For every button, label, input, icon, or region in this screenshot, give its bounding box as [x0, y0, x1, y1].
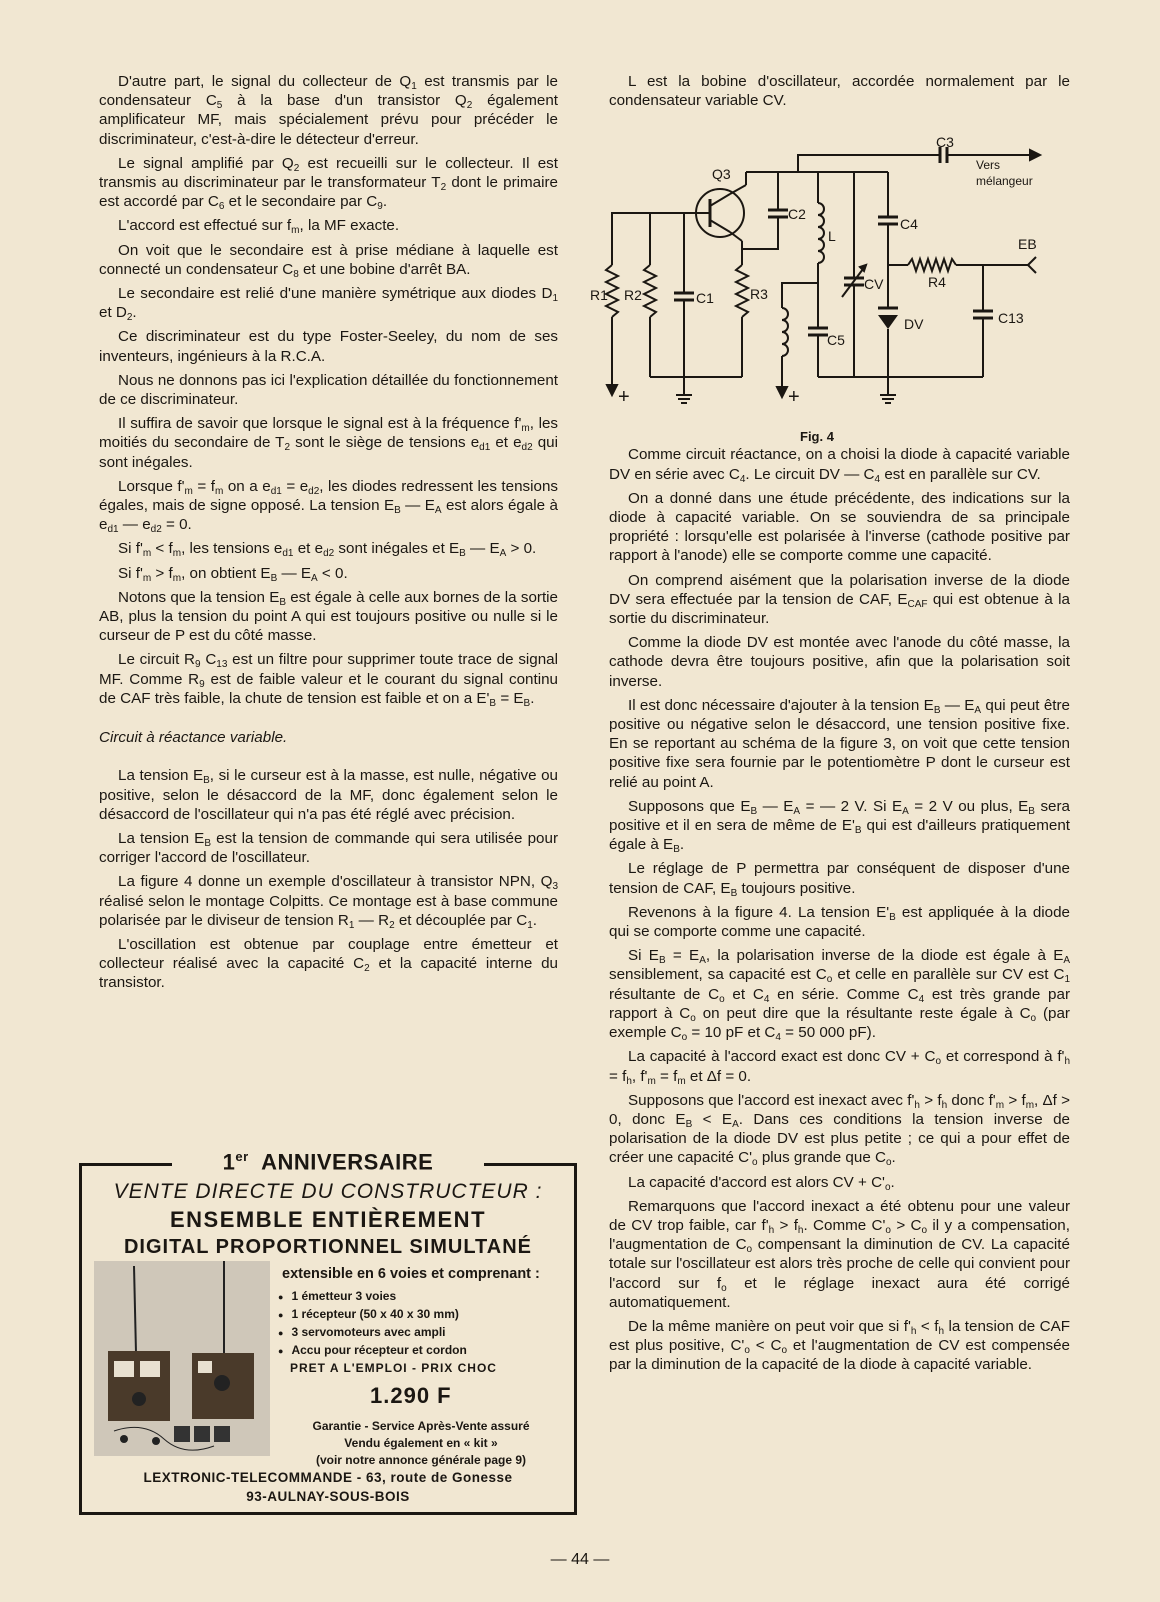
ad-vendu: Vendu également en « kit » — [344, 1436, 498, 1450]
paragraph: La capacité d'accord est alors CV + $C'_o$. — [628, 1173, 895, 1193]
label-c1: C1 — [696, 290, 714, 306]
paragraph: Remarquons que l'accord inexact a été obtenu pour une valeur de CV trop faible, car $f'_h > f_h$. Comme $C'_o > C_o$ il y a compensation, l'augmentation de $C_o$ compensant la diminution de CV. La capacité totale sur l'oscillateur est alors très proche de celle qui convient pour l'accord sur $f_o$ et le réglage inexact aura été corrigé automatiquement. — [609, 1197, 1070, 1311]
ad-line2: VENTE DIRECTE DU CONSTRUCTEUR : — [113, 1180, 543, 1203]
figure-4-schematic — [590, 133, 1078, 463]
left-column — [99, 72, 558, 998]
label-vers: Vers — [976, 158, 1001, 172]
paragraph: Nous ne donnons pas ici l'explication détaillée du fonctionnement de ce discriminateur. — [99, 371, 558, 409]
paragraph: La tension $E_B$, si le curseur est à la masse, est nulle, négative ou positive, selon le désaccord de la MF, donc également selon le désaccord de l'oscillateur qui n'a pas été réglé avec précision. — [99, 767, 558, 823]
paragraph: Si $f'_m > f_m$, on obtient $E_B$ — $E_A < 0$. — [118, 564, 348, 584]
ad-items — [278, 1288, 467, 1360]
ad-title: 1er ANNIVERSAIRE — [172, 1149, 484, 1175]
label-c3: C3 — [936, 134, 954, 150]
paragraph: On voit que le secondaire est à prise médiane à laquelle est connecté un condensateur $C_8$ et une bobine d'arrêt BA. — [99, 241, 558, 280]
ad-garantie-block — [277, 1418, 565, 1469]
label-dv: DV — [904, 316, 924, 332]
paragraph: Ce discriminateur est du type Foster-Seeley, du nom de ses inventeurs, ingénieurs à la R.C.A. — [99, 328, 558, 365]
paragraph: D'autre part, le signal du collecteur de $Q_1$ est transmis par le condensateur $C_5$ à la base d'un transistor $Q_2$ également amplificateur MF, mais spécialement prévu pour précéder le discriminateur, c'est-à-dire le détecteur d'erreur. — [99, 73, 558, 148]
paragraph: La tension $E_B$ est la tension de commande qui sera utilisée pour corriger l'accord de l'oscillateur. — [99, 829, 559, 867]
paragraph: Supposons que $E_B$ — $E_A$ = — 2 V. Si $E_A = 2$ V ou plus, $E_B$ sera positive et il en sera de même de $E'_B$ qui est d'ailleurs pratiquement égale à $E_B$. — [609, 797, 1071, 856]
page-number: — 44 — — [550, 1551, 610, 1568]
label-c13: C13 — [998, 310, 1024, 326]
label-l: L — [828, 228, 836, 244]
paragraph: Le circuit $R_9$ $C_{13}$ est un filtre pour supprimer toute trace de signal MF. Comme $R_9$ est de faible valeur et le courant du signal continu de CAF très faible, la chute de tension est faible et on a $E'_B = E_B$. — [99, 651, 559, 709]
label-melangeur: mélangeur — [976, 174, 1033, 188]
paragraph: La capacité à l'accord exact est donc CV + $C_o$ et correspond à $f'_h = f_h$, $f'_m = f_m$ et Δf = 0. — [609, 1048, 1071, 1087]
label-r2: R2 — [624, 287, 642, 303]
paragraph: Le réglage de P permettra par conséquent de disposer d'une tension de CAF, $E_B$ toujours positive. — [609, 860, 1070, 899]
ad-address-line1: LEXTRONIC-TELECOMMANDE - 63, route de Gonesse — [143, 1470, 513, 1485]
ad-item: ● 1 émetteur 3 voies — [278, 1288, 467, 1306]
ad-pret: PRET A L'EMPLOI - PRIX CHOC — [290, 1361, 497, 1375]
paragraph: Circuit à réactance variable. — [99, 729, 288, 747]
product-photo — [94, 1261, 270, 1456]
label-r3: R3 — [750, 286, 768, 302]
label-r1: R1 — [590, 287, 608, 303]
ad-line3: ENSEMBLE ENTIÈREMENT — [169, 1207, 487, 1232]
label-q3: Q3 — [712, 166, 731, 182]
ad-item: ● 3 servomoteurs avec ampli — [278, 1324, 467, 1342]
label-c5: C5 — [827, 332, 845, 348]
paragraph: L est la bobine d'oscillateur, accordée normalement par le condensateur variable CV. — [609, 73, 1070, 110]
paragraph: La figure 4 donne un exemple d'oscillateur à transistor NPN, $Q_3$ réalisé selon le montage Colpitts. Ce montage est à base commune polarisée par le diviseur de tension $R_1$ — $R_2$ et découplée par $C_1$. — [99, 873, 558, 931]
paragraph: Lorsque $f'_m = f_m$ on a $e_{d1} = e_{d2}$, les diodes redressent les tensions égales, mais de signe opposé. La tension $E_B$ — $E_A$ est alors égale à $e_{d1}$ — $e_{d2} = 0$. — [99, 477, 558, 536]
paragraph: Comme la diode DV est montée avec l'anode du côté masse, la cathode devra être toujours positive, afin que la polarisation soit inverse. — [609, 634, 1070, 690]
figure-caption: Fig. 4 — [800, 429, 834, 444]
paragraph: Il est donc nécessaire d'ajouter à la tension $E_B$ — $E_A$ qui peut être positive ou négative selon le désaccord, une tension positive fixe. En se reportant au schéma de la figure 3, on voit que cette tension positive fixe sera fournie par le potentiomètre P dont le curseur est relié au point A. — [609, 696, 1070, 791]
ad-address — [82, 1468, 574, 1506]
paragraph: Notons que la tension $E_B$ est égale à celle aux bornes de la sortie AB, plus la tension du point A qui est toujours positive ou nulle si le curseur de P est du côté masse. — [99, 588, 558, 645]
paragraph: Si $f'_m < f_m$, les tensions $e_{d1}$ et $e_{d2}$ sont inégales et $E_B$ — $E_A > 0$. — [118, 540, 537, 560]
ad-price: 1.290 F — [370, 1383, 452, 1408]
ad-address-line2: 93-AULNAY-SOUS-BOIS — [246, 1489, 410, 1504]
paragraph: Le secondaire est relié d'une manière symétrique aux diodes $D_1$ et $D_2$. — [99, 285, 558, 324]
label-plus-left: + — [618, 386, 630, 408]
paragraph: Supposons que l'accord est inexact avec $f'_h > f_h$ donc $f'_m > f_m$, Δf > 0, donc $E_B < E_A$. Dans ces conditions la tension inverse de polarisation de la diode DV est plus petite ; ce qui a pour effet de créer une capacité $C'_o$ plus grande que $C_o$. — [609, 1091, 1071, 1169]
paragraph: Le signal amplifié par $Q_2$ est recueilli sur le collecteur. Il est transmis au discriminateur par le transformateur $T_2$ dont le primaire est accordé par $C_6$ et le secondaire par $C_9$. — [99, 154, 558, 213]
paragraph: On a donné dans une étude précédente, des indications sur la diode à capacité variable. On se souviendra de sa principale propriété : lorsqu'elle est polarisée à l'inverse (cathode positive par rapport à l'anode) elle se comporte comme une capacité. — [609, 489, 1070, 565]
paragraph: L'accord est effectué sur $f_m$, la MF exacte. — [118, 217, 400, 237]
paragraph: Revenons à la figure 4. La tension $E'_B$ est appliquée à la diode qui se comporte comme une capacité. — [609, 903, 1070, 941]
label-r4: R4 — [928, 274, 946, 290]
paragraph: Comme circuit réactance, on a choisi la diode à capacité variable DV en série avec $C_4$. Le circuit DV — $C_4$ est en parallèle sur CV. — [609, 446, 1070, 485]
ad-voir: (voir notre annonce générale page 9) — [315, 1453, 527, 1467]
ad-line4: DIGITAL PROPORTIONNEL SIMULTANÉ — [123, 1236, 533, 1258]
ad-item: ● Accu pour récepteur et cordon — [278, 1342, 467, 1360]
paragraph: Si $E_B = E_A$, la polarisation inverse de la diode est égale à $E_A$ sensiblement, sa capacité est $C_o$ et celle en parallèle sur CV est $C_1$ résultante de $C_o$ et $C_4$ en série. Comme $C_4$ est très grande par rapport à $C_o$ on peut dire que la résultante reste égale à $C_o$ (par exemple $C_o = 10$ pF et $C_4 = 50$ 000 pF). — [609, 947, 1071, 1044]
label-cv: CV — [864, 276, 884, 292]
ad-garantie: Garantie - Service Après-Vente assuré — [312, 1419, 530, 1433]
ad-item: ● 1 récepteur (50 x 40 x 30 mm) — [278, 1306, 467, 1324]
label-c2: C2 — [788, 206, 806, 222]
paragraph: L'oscillation est obtenue par couplage entre émetteur et collecteur réalisé avec la capacité $C_2$ et la capacité interne du transistor. — [99, 935, 558, 992]
label-plus-mid: + — [788, 386, 800, 408]
right-column-intro — [609, 72, 1070, 110]
paragraph: Il suffira de savoir que lorsque le signal est à la fréquence $f'_m$, les moitiés du secondaire de $T_2$ sont le siège de tensions $e_{d1}$ et $e_{d2}$ qui sont inégales. — [99, 415, 558, 471]
right-column-body — [609, 445, 1070, 1374]
paragraph: De la même manière on peut voir que si $f'_h < f_h$ la tension de CAF est plus positive, $C'_o < C_o$ et l'augmentation de CV est compensée par la diminution de la capacité de la diode à capacité variable. — [609, 1317, 1070, 1374]
label-eb: EB — [1018, 236, 1037, 252]
ad-extensible: extensible en 6 voies et comprenant : — [282, 1266, 540, 1282]
paragraph: On comprend aisément que la polarisation inverse de la diode DV sera effectuée par la tension de CAF, $E_{CAF}$ qui est obtenue à la sortie du discriminateur. — [609, 571, 1070, 628]
label-c4: C4 — [900, 216, 918, 232]
advertisement — [79, 1149, 577, 1515]
